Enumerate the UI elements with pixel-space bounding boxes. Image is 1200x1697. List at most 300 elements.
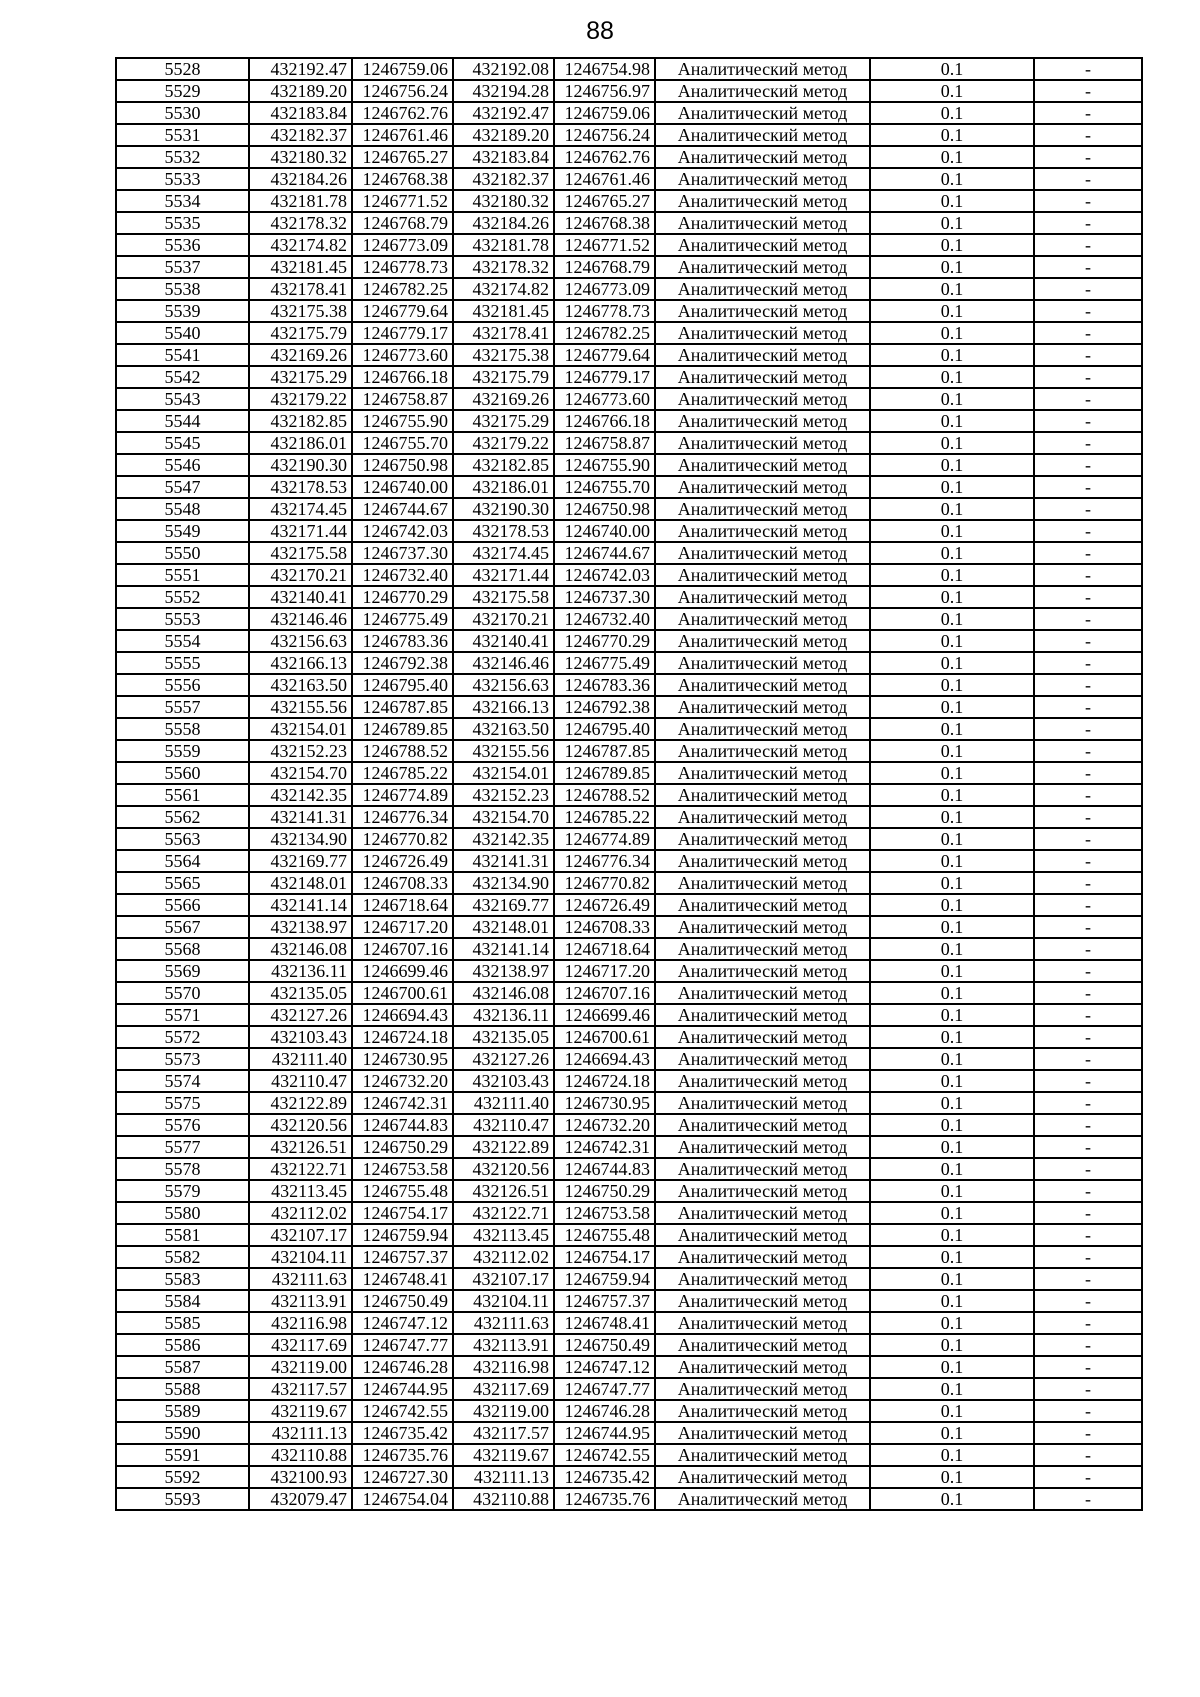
- x1-cell: 432154.70: [249, 762, 352, 784]
- x1-cell: 432178.41: [249, 278, 352, 300]
- table-row: [116, 256, 1142, 278]
- point-number-cell: 5533: [116, 168, 249, 190]
- note-cell: -: [1034, 872, 1142, 894]
- x2-cell: 432169.26: [453, 388, 554, 410]
- table-row: [116, 124, 1142, 146]
- error-cell: 0.1: [870, 520, 1034, 542]
- error-cell: 0.1: [870, 696, 1034, 718]
- x2-cell: 432179.22: [453, 432, 554, 454]
- note-cell: -: [1034, 1466, 1142, 1488]
- x1-cell: 432175.58: [249, 542, 352, 564]
- note-cell: -: [1034, 1048, 1142, 1070]
- x2-cell: 432174.82: [453, 278, 554, 300]
- note-cell: -: [1034, 850, 1142, 872]
- error-cell: 0.1: [870, 234, 1034, 256]
- error-cell: 0.1: [870, 300, 1034, 322]
- y1-cell: 1246727.30: [352, 1466, 453, 1488]
- x2-cell: 432182.85: [453, 454, 554, 476]
- error-cell: 0.1: [870, 168, 1034, 190]
- error-cell: 0.1: [870, 344, 1034, 366]
- x1-cell: 432152.23: [249, 740, 352, 762]
- y1-cell: 1246755.90: [352, 410, 453, 432]
- x1-cell: 432079.47: [249, 1488, 352, 1510]
- table-row: [116, 1136, 1142, 1158]
- x2-cell: 432166.13: [453, 696, 554, 718]
- method-cell: Аналитический метод: [655, 168, 870, 190]
- method-cell: Аналитический метод: [655, 1334, 870, 1356]
- error-cell: 0.1: [870, 982, 1034, 1004]
- point-number-cell: 5571: [116, 1004, 249, 1026]
- y2-cell: 1246737.30: [554, 586, 655, 608]
- point-number-cell: 5563: [116, 828, 249, 850]
- point-number-cell: 5536: [116, 234, 249, 256]
- y1-cell: 1246775.49: [352, 608, 453, 630]
- table-row: [116, 586, 1142, 608]
- method-cell: Аналитический метод: [655, 520, 870, 542]
- x1-cell: 432190.30: [249, 454, 352, 476]
- point-number-cell: 5549: [116, 520, 249, 542]
- table-row: [116, 300, 1142, 322]
- error-cell: 0.1: [870, 762, 1034, 784]
- y1-cell: 1246742.55: [352, 1400, 453, 1422]
- x2-cell: 432182.37: [453, 168, 554, 190]
- y2-cell: 1246770.29: [554, 630, 655, 652]
- error-cell: 0.1: [870, 432, 1034, 454]
- x2-cell: 432186.01: [453, 476, 554, 498]
- method-cell: Аналитический метод: [655, 542, 870, 564]
- x1-cell: 432100.93: [249, 1466, 352, 1488]
- y1-cell: 1246735.76: [352, 1444, 453, 1466]
- y1-cell: 1246717.20: [352, 916, 453, 938]
- point-number-cell: 5545: [116, 432, 249, 454]
- x1-cell: 432141.31: [249, 806, 352, 828]
- point-number-cell: 5556: [116, 674, 249, 696]
- x1-cell: 432178.53: [249, 476, 352, 498]
- x2-cell: 432178.53: [453, 520, 554, 542]
- y2-cell: 1246773.09: [554, 278, 655, 300]
- y2-cell: 1246726.49: [554, 894, 655, 916]
- x2-cell: 432146.46: [453, 652, 554, 674]
- table-row: [116, 498, 1142, 520]
- x2-cell: 432163.50: [453, 718, 554, 740]
- error-cell: 0.1: [870, 542, 1034, 564]
- point-number-cell: 5565: [116, 872, 249, 894]
- table-row: [116, 1268, 1142, 1290]
- y1-cell: 1246747.12: [352, 1312, 453, 1334]
- table-row: [116, 366, 1142, 388]
- method-cell: Аналитический метод: [655, 784, 870, 806]
- y2-cell: 1246694.43: [554, 1048, 655, 1070]
- error-cell: 0.1: [870, 146, 1034, 168]
- x1-cell: 432138.97: [249, 916, 352, 938]
- error-cell: 0.1: [870, 674, 1034, 696]
- x2-cell: 432174.45: [453, 542, 554, 564]
- note-cell: -: [1034, 1290, 1142, 1312]
- method-cell: Аналитический метод: [655, 564, 870, 586]
- table-row: [116, 1290, 1142, 1312]
- note-cell: -: [1034, 58, 1142, 80]
- table-row: [116, 762, 1142, 784]
- x1-cell: 432181.45: [249, 256, 352, 278]
- x1-cell: 432122.89: [249, 1092, 352, 1114]
- table-row: [116, 740, 1142, 762]
- x2-cell: 432192.47: [453, 102, 554, 124]
- y2-cell: 1246750.29: [554, 1180, 655, 1202]
- y2-cell: 1246771.52: [554, 234, 655, 256]
- x2-cell: 432111.13: [453, 1466, 554, 1488]
- error-cell: 0.1: [870, 212, 1034, 234]
- x2-cell: 432140.41: [453, 630, 554, 652]
- error-cell: 0.1: [870, 1202, 1034, 1224]
- x1-cell: 432119.67: [249, 1400, 352, 1422]
- point-number-cell: 5531: [116, 124, 249, 146]
- point-number-cell: 5558: [116, 718, 249, 740]
- y2-cell: 1246708.33: [554, 916, 655, 938]
- error-cell: 0.1: [870, 1158, 1034, 1180]
- method-cell: Аналитический метод: [655, 1004, 870, 1026]
- method-cell: Аналитический метод: [655, 762, 870, 784]
- note-cell: -: [1034, 1268, 1142, 1290]
- point-number-cell: 5544: [116, 410, 249, 432]
- y2-cell: 1246779.64: [554, 344, 655, 366]
- note-cell: -: [1034, 674, 1142, 696]
- method-cell: Аналитический метод: [655, 1268, 870, 1290]
- x1-cell: 432134.90: [249, 828, 352, 850]
- x2-cell: 432155.56: [453, 740, 554, 762]
- y1-cell: 1246757.37: [352, 1246, 453, 1268]
- table-row: [116, 1004, 1142, 1026]
- x1-cell: 432113.91: [249, 1290, 352, 1312]
- x1-cell: 432107.17: [249, 1224, 352, 1246]
- y1-cell: 1246737.30: [352, 542, 453, 564]
- table-row: [116, 278, 1142, 300]
- x1-cell: 432170.21: [249, 564, 352, 586]
- x2-cell: 432134.90: [453, 872, 554, 894]
- note-cell: -: [1034, 498, 1142, 520]
- y1-cell: 1246753.58: [352, 1158, 453, 1180]
- y1-cell: 1246747.77: [352, 1334, 453, 1356]
- table-row: [116, 1026, 1142, 1048]
- x1-cell: 432156.63: [249, 630, 352, 652]
- point-number-cell: 5590: [116, 1422, 249, 1444]
- point-number-cell: 5552: [116, 586, 249, 608]
- y1-cell: 1246754.04: [352, 1488, 453, 1510]
- y2-cell: 1246768.38: [554, 212, 655, 234]
- table-row: [116, 1466, 1142, 1488]
- y1-cell: 1246754.17: [352, 1202, 453, 1224]
- x2-cell: 432111.63: [453, 1312, 554, 1334]
- y1-cell: 1246779.64: [352, 300, 453, 322]
- method-cell: Аналитический метод: [655, 894, 870, 916]
- table-row: [116, 542, 1142, 564]
- y2-cell: 1246792.38: [554, 696, 655, 718]
- y1-cell: 1246742.31: [352, 1092, 453, 1114]
- point-number-cell: 5546: [116, 454, 249, 476]
- y2-cell: 1246765.27: [554, 190, 655, 212]
- table-row: [116, 1488, 1142, 1510]
- y2-cell: 1246779.17: [554, 366, 655, 388]
- point-number-cell: 5569: [116, 960, 249, 982]
- error-cell: 0.1: [870, 278, 1034, 300]
- note-cell: -: [1034, 894, 1142, 916]
- table-row: [116, 1378, 1142, 1400]
- x1-cell: 432111.13: [249, 1422, 352, 1444]
- x2-cell: 432110.88: [453, 1488, 554, 1510]
- x2-cell: 432135.05: [453, 1026, 554, 1048]
- point-number-cell: 5574: [116, 1070, 249, 1092]
- x2-cell: 432119.00: [453, 1400, 554, 1422]
- method-cell: Аналитический метод: [655, 1048, 870, 1070]
- point-number-cell: 5573: [116, 1048, 249, 1070]
- page-number: 88: [586, 17, 614, 45]
- error-cell: 0.1: [870, 1312, 1034, 1334]
- note-cell: -: [1034, 1180, 1142, 1202]
- note-cell: -: [1034, 1488, 1142, 1510]
- y2-cell: 1246782.25: [554, 322, 655, 344]
- y2-cell: 1246758.87: [554, 432, 655, 454]
- error-cell: 0.1: [870, 1290, 1034, 1312]
- method-cell: Аналитический метод: [655, 1378, 870, 1400]
- y2-cell: 1246717.20: [554, 960, 655, 982]
- table-row: [116, 344, 1142, 366]
- note-cell: -: [1034, 784, 1142, 806]
- y1-cell: 1246750.29: [352, 1136, 453, 1158]
- note-cell: -: [1034, 1202, 1142, 1224]
- table-row: [116, 1180, 1142, 1202]
- method-cell: Аналитический метод: [655, 696, 870, 718]
- y2-cell: 1246754.98: [554, 58, 655, 80]
- note-cell: -: [1034, 124, 1142, 146]
- error-cell: 0.1: [870, 806, 1034, 828]
- method-cell: Аналитический метод: [655, 1180, 870, 1202]
- point-number-cell: 5575: [116, 1092, 249, 1114]
- table-row: [116, 982, 1142, 1004]
- x1-cell: 432182.85: [249, 410, 352, 432]
- y1-cell: 1246748.41: [352, 1268, 453, 1290]
- method-cell: Аналитический метод: [655, 190, 870, 212]
- table-row: [116, 718, 1142, 740]
- point-number-cell: 5560: [116, 762, 249, 784]
- x1-cell: 432127.26: [249, 1004, 352, 1026]
- note-cell: -: [1034, 168, 1142, 190]
- x1-cell: 432169.26: [249, 344, 352, 366]
- error-cell: 0.1: [870, 1224, 1034, 1246]
- x2-cell: 432138.97: [453, 960, 554, 982]
- table-row: [116, 916, 1142, 938]
- method-cell: Аналитический метод: [655, 476, 870, 498]
- table-row: [116, 938, 1142, 960]
- y1-cell: 1246788.52: [352, 740, 453, 762]
- x2-cell: 432141.14: [453, 938, 554, 960]
- error-cell: 0.1: [870, 410, 1034, 432]
- y2-cell: 1246735.76: [554, 1488, 655, 1510]
- x2-cell: 432181.45: [453, 300, 554, 322]
- y1-cell: 1246765.27: [352, 146, 453, 168]
- table-row: [116, 1048, 1142, 1070]
- x2-cell: 432156.63: [453, 674, 554, 696]
- point-number-cell: 5535: [116, 212, 249, 234]
- x1-cell: 432163.50: [249, 674, 352, 696]
- table-row: [116, 1356, 1142, 1378]
- note-cell: -: [1034, 146, 1142, 168]
- y2-cell: 1246789.85: [554, 762, 655, 784]
- error-cell: 0.1: [870, 1488, 1034, 1510]
- error-cell: 0.1: [870, 938, 1034, 960]
- x2-cell: 432126.51: [453, 1180, 554, 1202]
- x2-cell: 432178.32: [453, 256, 554, 278]
- y2-cell: 1246757.37: [554, 1290, 655, 1312]
- table-row: [116, 432, 1142, 454]
- note-cell: -: [1034, 740, 1142, 762]
- x1-cell: 432175.38: [249, 300, 352, 322]
- y2-cell: 1246787.85: [554, 740, 655, 762]
- x1-cell: 432111.63: [249, 1268, 352, 1290]
- method-cell: Аналитический метод: [655, 1356, 870, 1378]
- y1-cell: 1246770.29: [352, 586, 453, 608]
- x2-cell: 432110.47: [453, 1114, 554, 1136]
- x2-cell: 432119.67: [453, 1444, 554, 1466]
- y1-cell: 1246785.22: [352, 762, 453, 784]
- x2-cell: 432122.71: [453, 1202, 554, 1224]
- y1-cell: 1246795.40: [352, 674, 453, 696]
- y2-cell: 1246742.55: [554, 1444, 655, 1466]
- x1-cell: 432171.44: [249, 520, 352, 542]
- note-cell: -: [1034, 234, 1142, 256]
- y2-cell: 1246744.67: [554, 542, 655, 564]
- note-cell: -: [1034, 454, 1142, 476]
- table-row: [116, 1334, 1142, 1356]
- error-cell: 0.1: [870, 960, 1034, 982]
- method-cell: Аналитический метод: [655, 608, 870, 630]
- y2-cell: 1246783.36: [554, 674, 655, 696]
- method-cell: Аналитический метод: [655, 124, 870, 146]
- table-row: [116, 894, 1142, 916]
- method-cell: Аналитический метод: [655, 80, 870, 102]
- x1-cell: 432110.47: [249, 1070, 352, 1092]
- x2-cell: 432117.69: [453, 1378, 554, 1400]
- note-cell: -: [1034, 476, 1142, 498]
- table-row: [116, 1444, 1142, 1466]
- x1-cell: 432179.22: [249, 388, 352, 410]
- x2-cell: 432152.23: [453, 784, 554, 806]
- method-cell: Аналитический метод: [655, 234, 870, 256]
- error-cell: 0.1: [870, 1180, 1034, 1202]
- table-row: [116, 58, 1142, 80]
- point-number-cell: 5567: [116, 916, 249, 938]
- y1-cell: 1246776.34: [352, 806, 453, 828]
- x2-cell: 432142.35: [453, 828, 554, 850]
- table-row: [116, 1092, 1142, 1114]
- method-cell: Аналитический метод: [655, 828, 870, 850]
- x2-cell: 432127.26: [453, 1048, 554, 1070]
- method-cell: Аналитический метод: [655, 212, 870, 234]
- method-cell: Аналитический метод: [655, 1224, 870, 1246]
- x1-cell: 432192.47: [249, 58, 352, 80]
- table-row: [116, 1312, 1142, 1334]
- y1-cell: 1246724.18: [352, 1026, 453, 1048]
- x1-cell: 432111.40: [249, 1048, 352, 1070]
- y1-cell: 1246768.79: [352, 212, 453, 234]
- note-cell: -: [1034, 1026, 1142, 1048]
- x2-cell: 432111.40: [453, 1092, 554, 1114]
- method-cell: Аналитический метод: [655, 1290, 870, 1312]
- x2-cell: 432175.38: [453, 344, 554, 366]
- method-cell: Аналитический метод: [655, 938, 870, 960]
- y1-cell: 1246773.09: [352, 234, 453, 256]
- note-cell: -: [1034, 982, 1142, 1004]
- point-number-cell: 5589: [116, 1400, 249, 1422]
- point-number-cell: 5553: [116, 608, 249, 630]
- x2-cell: 432184.26: [453, 212, 554, 234]
- y2-cell: 1246746.28: [554, 1400, 655, 1422]
- x1-cell: 432166.13: [249, 652, 352, 674]
- error-cell: 0.1: [870, 740, 1034, 762]
- error-cell: 0.1: [870, 652, 1034, 674]
- note-cell: -: [1034, 344, 1142, 366]
- x1-cell: 432155.56: [249, 696, 352, 718]
- table-row: [116, 828, 1142, 850]
- y1-cell: 1246770.82: [352, 828, 453, 850]
- error-cell: 0.1: [870, 388, 1034, 410]
- point-number-cell: 5561: [116, 784, 249, 806]
- x1-cell: 432116.98: [249, 1312, 352, 1334]
- y2-cell: 1246742.31: [554, 1136, 655, 1158]
- error-cell: 0.1: [870, 190, 1034, 212]
- method-cell: Аналитический метод: [655, 630, 870, 652]
- point-number-cell: 5584: [116, 1290, 249, 1312]
- x1-cell: 432175.79: [249, 322, 352, 344]
- y2-cell: 1246750.49: [554, 1334, 655, 1356]
- error-cell: 0.1: [870, 80, 1034, 102]
- x1-cell: 432104.11: [249, 1246, 352, 1268]
- method-cell: Аналитический метод: [655, 1026, 870, 1048]
- x2-cell: 432113.45: [453, 1224, 554, 1246]
- y1-cell: 1246707.16: [352, 938, 453, 960]
- y2-cell: 1246754.17: [554, 1246, 655, 1268]
- x2-cell: 432154.70: [453, 806, 554, 828]
- method-cell: Аналитический метод: [655, 586, 870, 608]
- x1-cell: 432113.45: [249, 1180, 352, 1202]
- y2-cell: 1246762.76: [554, 146, 655, 168]
- table-row: [116, 322, 1142, 344]
- error-cell: 0.1: [870, 894, 1034, 916]
- y2-cell: 1246732.40: [554, 608, 655, 630]
- note-cell: -: [1034, 1422, 1142, 1444]
- y1-cell: 1246746.28: [352, 1356, 453, 1378]
- table-row: [116, 564, 1142, 586]
- y1-cell: 1246755.70: [352, 432, 453, 454]
- x1-cell: 432140.41: [249, 586, 352, 608]
- method-cell: Аналитический метод: [655, 916, 870, 938]
- point-number-cell: 5540: [116, 322, 249, 344]
- x1-cell: 432136.11: [249, 960, 352, 982]
- note-cell: -: [1034, 652, 1142, 674]
- error-cell: 0.1: [870, 1400, 1034, 1422]
- method-cell: Аналитический метод: [655, 366, 870, 388]
- x2-cell: 432154.01: [453, 762, 554, 784]
- y2-cell: 1246735.42: [554, 1466, 655, 1488]
- method-cell: Аналитический метод: [655, 1400, 870, 1422]
- y2-cell: 1246724.18: [554, 1070, 655, 1092]
- y1-cell: 1246766.18: [352, 366, 453, 388]
- y1-cell: 1246768.38: [352, 168, 453, 190]
- y2-cell: 1246700.61: [554, 1026, 655, 1048]
- y2-cell: 1246699.46: [554, 1004, 655, 1026]
- x2-cell: 432189.20: [453, 124, 554, 146]
- note-cell: -: [1034, 212, 1142, 234]
- method-cell: Аналитический метод: [655, 256, 870, 278]
- y1-cell: 1246750.49: [352, 1290, 453, 1312]
